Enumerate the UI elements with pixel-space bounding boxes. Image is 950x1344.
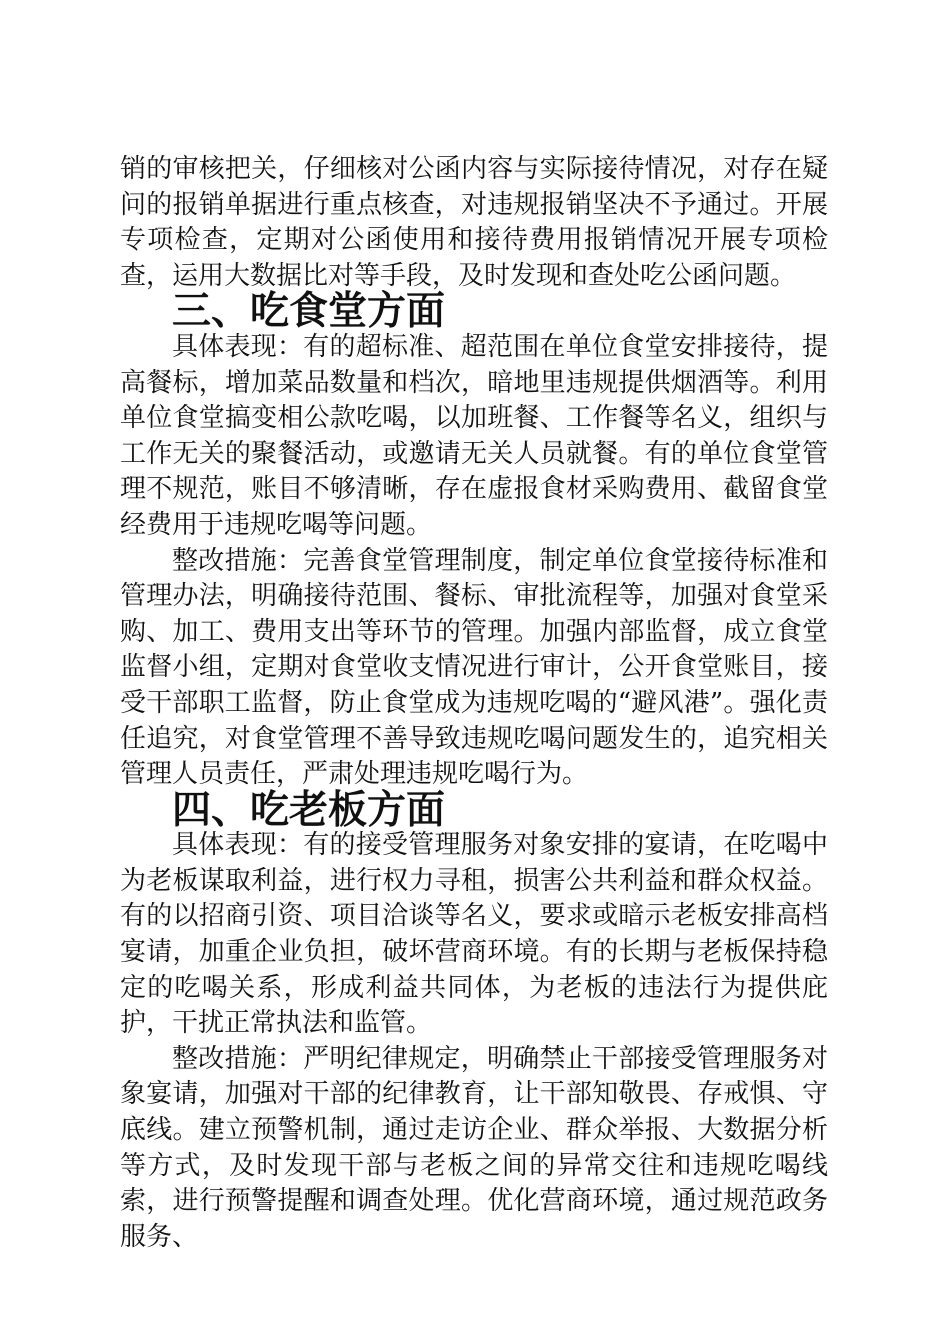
intro-paragraph: 销的审核把关，仔细核对公函内容与实际接待情况，对存在疑问的报销单据进行重点核查，对违规报销坚决不予通过。开展专项检查，定期对公函使用和接待费用报销情况开展专项检查，运用大数据比对等手段，及时发现和查处吃公函问题。	[120, 154, 828, 291]
canteen-manifestation-paragraph: 具体表现：有的超标准、超范围在单位食堂安排接待，提高餐标，增加菜品数量和档次，暗地里违规提供烟酒等。利用单位食堂搞变相公款吃喝，以加班餐、工作餐等名义，组织与工作无关的聚餐活动，或邀请无关人员就餐。有的单位食堂管理不规范，账目不够清晰，存在虚报食材采购费用、截留食堂经费用于违规吃喝等问题。	[120, 331, 828, 540]
boss-measures-paragraph: 整改措施：严明纪律规定，明确禁止干部接受管理服务对象宴请，加强对干部的纪律教育，让干部知敬畏、存戒惧、守底线。建立预警机制，通过走访企业、群众举报、大数据分析等方式，及时发现干部与老板之间的异常交往和违规吃喝线索，进行预警提醒和调查处理。优化营商环境，通过规范政务服务、	[120, 1043, 828, 1252]
boss-manifestation-paragraph: 具体表现：有的接受管理服务对象安排的宴请，在吃喝中为老板谋取利益，进行权力寻租，损害公共利益和群众权益。有的以招商引资、项目洽谈等名义，要求或暗示老板安排高档宴请，加重企业负担，破坏营商环境。有的长期与老板保持稳定的吃喝关系，形成利益共同体，为老板的违法行为提供庇护，干扰正常执法和监管。	[120, 830, 828, 1039]
section-heading-canteen: 三、吃食堂方面	[172, 289, 446, 335]
section-heading-boss: 四、吃老板方面	[172, 787, 446, 833]
canteen-measures-paragraph: 整改措施：完善食堂管理制度，制定单位食堂接待标准和管理办法，明确接待范围、餐标、审批流程等，加强对食堂采购、加工、费用支出等环节的管理。加强内部监督，成立食堂监督小组，定期对食堂收支情况进行审计，公开食堂账目，接受干部职工监督，防止食堂成为违规吃喝的“避风港”。强化责任追究，对食堂管理不善导致违规吃喝问题发生的，追究相关管理人员责任，严肃处理违规吃喝行为。	[120, 545, 828, 790]
document-page	[120, 152, 828, 1255]
